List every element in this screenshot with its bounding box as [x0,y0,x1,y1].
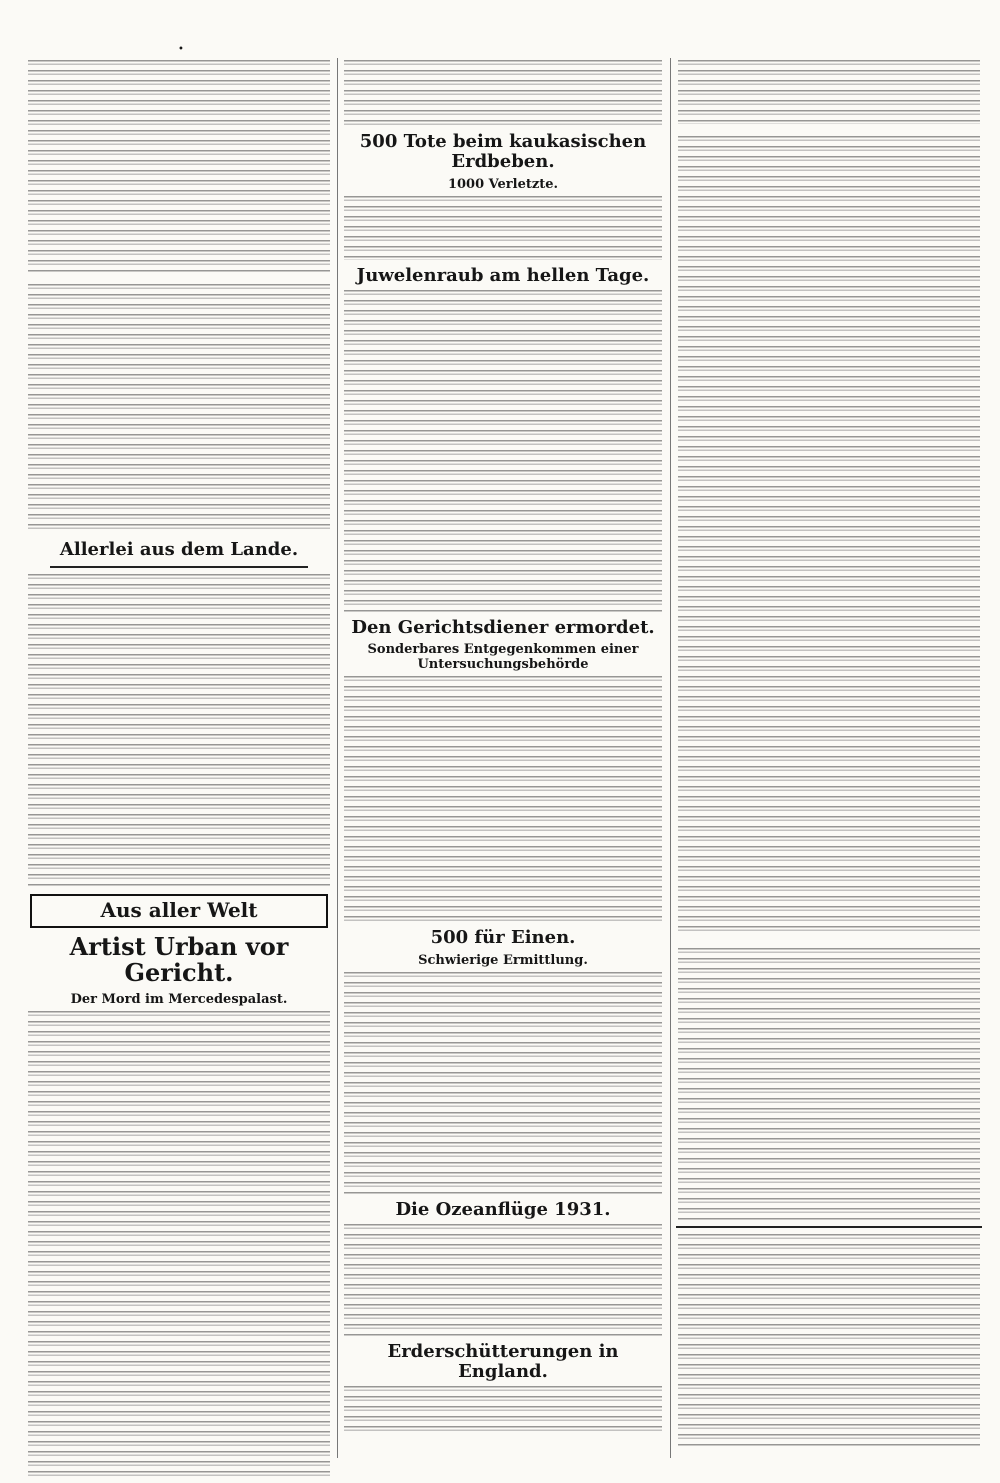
headline: 500 Tote beim kaukasischen Erdbeben. [359,131,647,172]
column-2 [342,58,664,1436]
subheadline: Der Mord im Mercedespalast. [70,991,288,1007]
article-text [28,284,330,534]
article-text [28,60,330,272]
article-text [344,1386,662,1434]
article-text [678,60,980,124]
article-text [678,948,980,1220]
headline: Juwelenraub am hellen Tage. [356,264,650,286]
article-text [344,196,662,260]
divider [50,566,308,568]
article-text [28,574,330,886]
article-text [28,1011,330,1481]
subheadline: Sonderbares Entgegenkommen einer Untersuchungsbehörde [367,642,639,672]
article-text [344,1224,662,1336]
section-title: Aus aller Welt [100,897,258,922]
column-1 [26,58,332,1483]
article-text [344,972,662,1194]
headline: Die Ozeanflüge 1931. [395,1199,611,1221]
divider [676,1226,982,1228]
headline: Den Gerichtsdiener ermordet. [351,616,655,638]
article-text [344,676,662,922]
article-text [678,1234,980,1446]
subheadline: 1000 Verletzte. [447,176,559,192]
column-rule-left [337,58,338,1458]
article-text [678,136,980,936]
section-heading: Allerlei aus dem Lande. [59,539,299,560]
section-banner [30,894,328,928]
article-text [344,60,662,126]
headline: Erderschütterungen in England. [387,1340,619,1382]
headline: Artist Urban vor Gericht. [69,931,289,988]
column-3 [676,58,982,1448]
subheadline: Schwierige Ermittlung. [418,952,588,968]
page-mark: • [178,44,184,55]
article-text [344,290,662,612]
headline: 500 für Einen. [430,927,576,949]
column-rule-right [670,58,671,1458]
